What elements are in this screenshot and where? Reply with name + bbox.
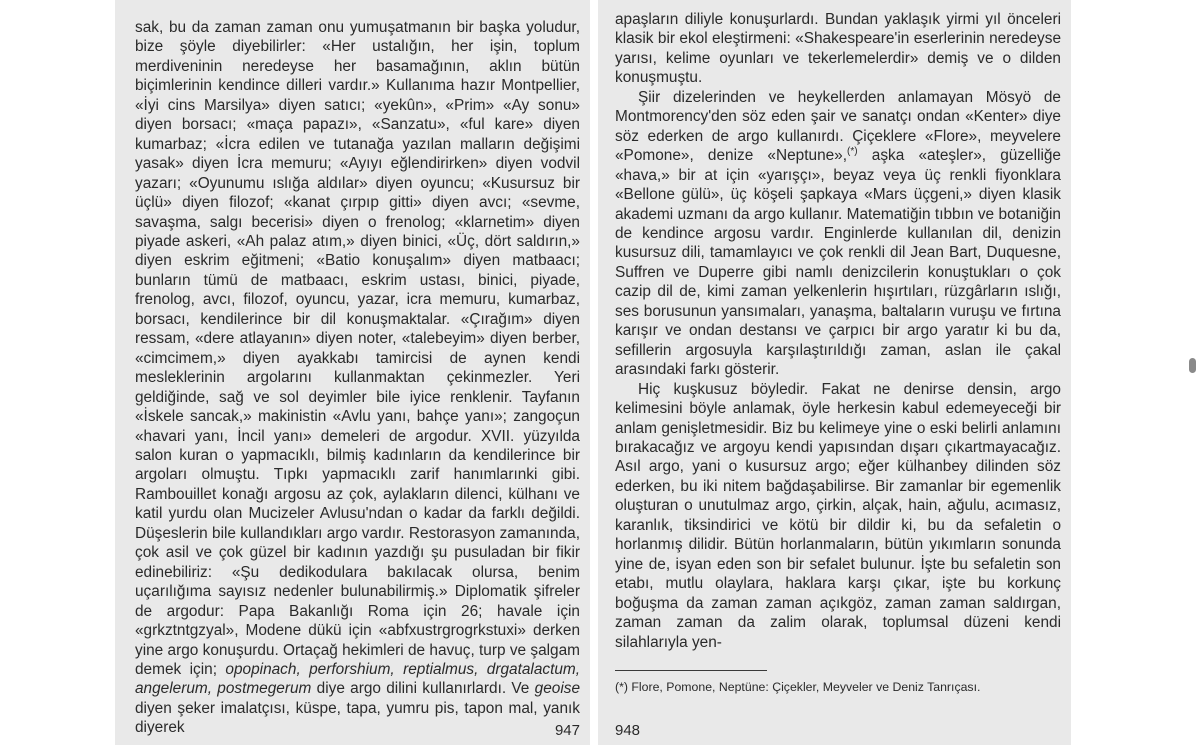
paragraph [615, 88, 1061, 380]
paragraph [135, 18, 580, 738]
text-run: diyen şeker imalatçısı, küspe, tapa, yumru pis, tapon mal, yanık diyerek [135, 699, 580, 737]
text-run: sak, bu da zaman zaman onu yumuşatmanın bir başka yoludur, bize şöyle diyebilirler: «Her ustalığın, her işin, toplum merdiveninin neredeyse her basamağının, aklın bütün biçimlerinin kendince dilleri vardır.» Kullanıma hazır Montpellier, «İyi cins Marsilya» diyen satıcı; «yekûn», «Prim» «Ay sonu» diyen borsacı; «maça papazı», «Sanzatu», «ful kare» diyen kumarbaz; «İcra edilen ve tutanağa yazılan malların değişimi yasak» diyen İcra memuru; «Ayıyı eğlendirirken» diyen vodvil yazarı; «Oyunumu ıslığa aldılar» diyen oyuncu; «Kusursuz bir üçlü» diyen filozof; «kanat çırpıp gitti» diyen avcı; «sevme, savaşma, salgı becerisi» diyen o frenolog; «klarnetim» diyen piyade askeri, «Ah palaz atım,» diyen binici, «Üç, dört saldırın,» diyen eskrim eğitmeni; «Batio konuşalım» diyen matbaacı; bunların tümü de matbaacı, eskrim ustası, binici, piyade, frenolog, avcı, filozof, oyuncu, yazar, icra memuru, kumarbaz, borsacı, kendilerince bir dil konuşmaktalar. «Çırağım» diyen ressam, «dere atlayanın» diyen noter, «talebeyim» diyen berber, «cimcimem,» diyen ayakkabı tamircisi de aynen kendi mesleklerinin argolarını kullanmaktan çekinmezler. Yeri geldiğinde, sağ ve sol deyimler bile iyice renklenir. Tayfanın «İskele sancak,» makinistin «Avlu yanı, bahçe yanı»; zangoçun «havari yanı, İncil yanı» demeleri de argodur. XVII. yüzyılda salon kuran o yapmacıklı, bilmiş kadınların da kendilerince bir argoları olmuştu. Tıpkı yapmacıklı zarif hanımlarınki gibi. Rambouillet konağı argosu az çok, aylakların dilenci, külhanı ve katil yurdu olan Mucizeler Avlusu'ndan o kadar da farklı değildi. Düşeslerin bile kullandıkları argo vardır. Restorasyon zamanında, çok asil ve çok güzel bir kadının yazdığı şu pusuladan bir fikir edinebiliriz: «Şu dedikodulara bakılacak olursa, benim uçarılığıma sayısız nedenler bulunabilirmiş.» Diplomatik şifreler de argodur: Papa Bakanlığı Roma için 26; havale için «grkztntgzyal», Modene dükü için «abfxustrgrogrkstuxi» derken yine argo konuşurdu. Ortaçağ hekimleri de havuç, turp ve şalgam demek için; [135, 19, 580, 678]
page-number-left: 947 [554, 722, 580, 739]
page-gutter [590, 0, 598, 745]
text-run: aşka «ateşler», güzelliğe «hava,» bir at için «yarışçı», beyaz veya üç renkli fiyonklara «Bellone gülü», üç köşeli şapkaya «Mars üçgeni,» diyen klasik akademi uzmanı da argo kullanır. Matematiğin tıbbın ve botaniğin de kendince argosu vardır. Enginlerde kullanılan dil, denizin kusursuz dili, tamamlayıcı ve çok renkli dil Jean Bart, Duquesne, Suffren ve Duperre gibi namlı denizcilerin konuştukları o çok cazip dil de, kimi zaman yelkenlerin hışırtıları, rüzgârların ıslığı, ses borusunun yansımaları, yanaşma, baltaların vuruşu ve fırtına karışır ve ondan destansı ve çarpıcı bir argo yaratır ki bu da, sefillerin argosuyla karşılaştırıldığı zaman, aslan ile çakal arasındaki farkı gösterir. [615, 147, 1061, 379]
text-run: diye argo dilini kullanırlardı. Ve [311, 680, 535, 698]
footnote-marker: (*) [847, 146, 858, 158]
right-page-body-text [615, 10, 1061, 652]
page-right [598, 0, 1071, 745]
paragraph [615, 380, 1061, 652]
scrollbar-thumb[interactable] [1189, 358, 1196, 373]
italic-text: opopinach, perforshium, reptialmus, drgatalactum, angelerum, postmegerum [135, 660, 581, 698]
page-left [115, 0, 590, 745]
footnote-separator [615, 670, 767, 671]
text-run: apaşların diliyle konuşurlardı. Bundan yaklaşık yirmi yıl önceleri klasik bir ekol eleştirmeni: «Shakespeare'in eserlerinin neredeyse yarısı, kelime oyunları ve tekerlemelerdir» demiş ve o dilden konuşmuştu. [615, 11, 1061, 87]
footnote: (*) Flore, Pomone, Neptüne: Çiçekler, Meyveler ve Deniz Tanrıçası. [615, 680, 981, 694]
text-run: Şiir dizelerinden ve heykellerden anlamayan Mösyö de Montmorency'den söz eden şair ve sanatçı ondan «Kenter» diye söz ederken de argo kullanırdı. Çiçeklere «Flore», meyvelere «Pomone», denize «Neptune», [615, 88, 1061, 165]
text-run: Hiç kuşkusuz böyledir. Fakat ne denirse densin, argo kelimesini böyle anlamak, öyle herkesin kabul edemeyeceği bir anlam genişletmesidir. Biz bu kelimeye yine o eski belirli anlamını bırakacağız ve argoyu kendi yapısından dışarı çıkartmayacağız. Asıl argo, yani o kusursuz argo; eğer külhanbey dilinden söz ederken, bu iki nitem bağdaşabilirse. Bir zamanlar bir egemenlik oluşturan o unutulmaz argo, çirkin, alçak, hain, ağulu, acımasız, karanlık, tiksindirici ve kötü bir dildir ki, bu da sefaletin o horlanmış dilidir. Bütün horlanmaların, bütün yıkımların sonunda yine de, isyan eden son bir sefalet bulunur. İşte bu sefaletin son etabı, mutlu olaylara, haklara karşı çıkar, işte bu korkunç boğuşma da zaman zaman açıkgöz, zaman zaman saldırgan, zaman zaman da zalim olarak, toplumsal düzeni kendi silahlarıyla yen- [615, 380, 1061, 651]
paragraph [615, 10, 1061, 88]
left-page-body-text [135, 18, 580, 738]
page-number-right: 948 [615, 722, 641, 739]
italic-text: geoise [534, 680, 581, 698]
